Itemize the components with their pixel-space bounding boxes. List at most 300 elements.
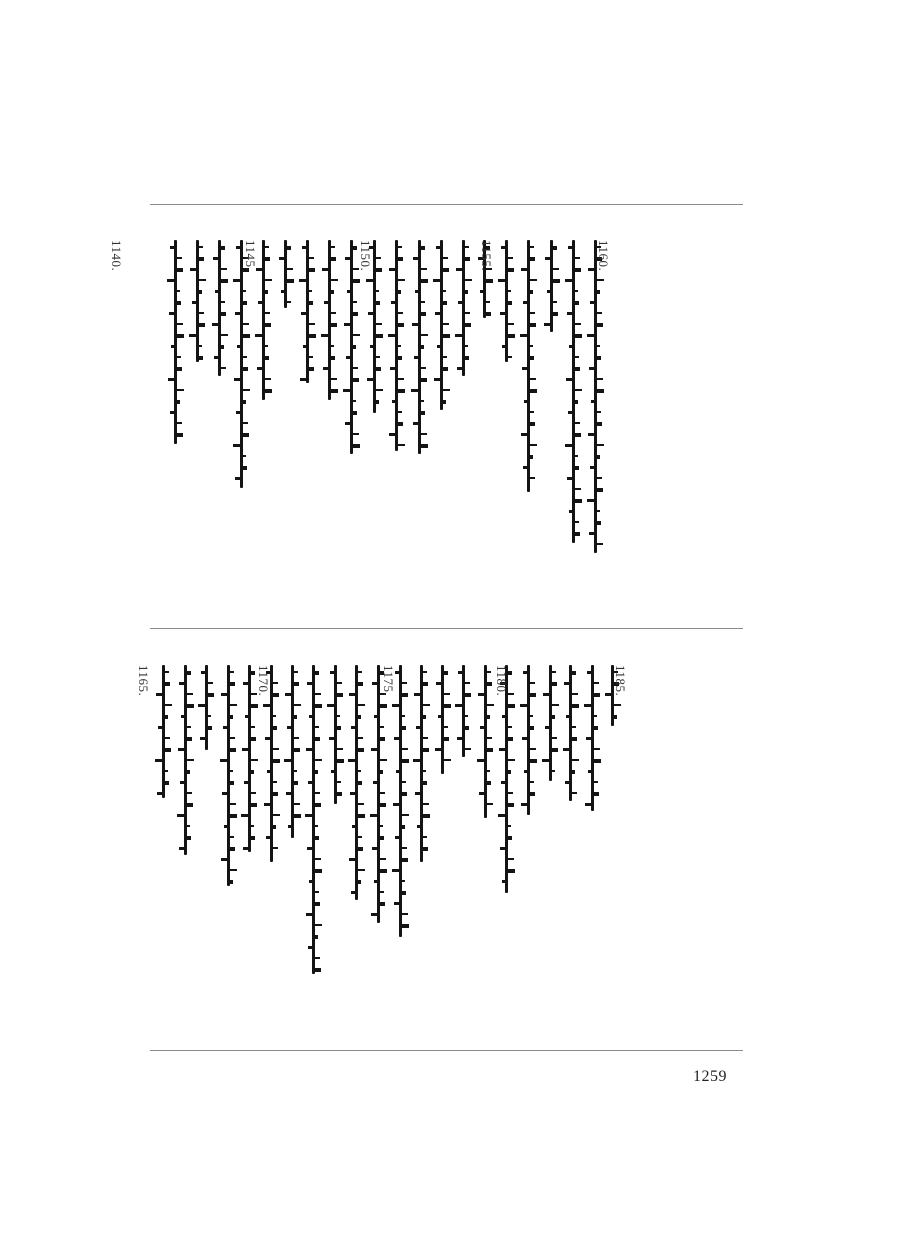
script-glyph	[177, 334, 184, 338]
script-glyph	[465, 726, 469, 730]
script-glyph	[575, 422, 580, 424]
script-glyph	[455, 334, 462, 337]
script-glyph	[414, 356, 418, 359]
script-glyph	[315, 935, 318, 939]
script-glyph	[605, 693, 611, 696]
script-glyph	[224, 825, 227, 828]
script-glyph	[575, 334, 582, 338]
script-glyph	[530, 246, 534, 248]
script-stem	[218, 240, 221, 376]
script-glyph	[187, 704, 194, 708]
script-glyph	[530, 378, 536, 380]
script-glyph	[265, 389, 272, 393]
script-glyph	[508, 257, 513, 259]
script-glyph	[444, 704, 451, 708]
script-glyph	[380, 869, 387, 873]
script-glyph	[575, 455, 578, 457]
script-glyph	[221, 301, 225, 303]
script-glyph	[572, 792, 577, 794]
script-glyph	[421, 345, 424, 349]
script-glyph	[177, 814, 184, 817]
script-glyph	[330, 671, 334, 674]
script-glyph	[285, 693, 291, 696]
script-glyph	[437, 345, 440, 348]
script-glyph	[358, 704, 365, 706]
script-glyph	[530, 257, 535, 261]
script-glyph	[398, 411, 402, 413]
script-glyph	[380, 891, 384, 893]
script-glyph	[371, 748, 377, 751]
script-glyph	[614, 715, 617, 719]
script-glyph	[177, 257, 182, 259]
script-glyph	[187, 693, 193, 695]
script-glyph	[508, 869, 515, 873]
script-glyph	[393, 803, 399, 806]
script-glyph	[353, 433, 359, 435]
script-glyph	[594, 715, 597, 717]
script-glyph	[353, 367, 358, 369]
script-glyph	[523, 671, 527, 674]
script-glyph	[353, 279, 360, 283]
script-glyph	[380, 726, 384, 728]
script-glyph	[257, 367, 262, 370]
script-glyph	[545, 726, 549, 729]
script-glyph	[586, 737, 591, 740]
script-glyph	[315, 924, 322, 926]
script-glyph	[353, 312, 358, 316]
script-glyph	[465, 290, 468, 294]
script-glyph	[187, 671, 191, 675]
script-glyph	[294, 682, 299, 686]
script-glyph	[415, 792, 420, 795]
script-glyph	[477, 759, 484, 762]
script-glyph	[371, 913, 377, 916]
script-glyph	[266, 836, 270, 839]
script-glyph	[222, 792, 227, 795]
bottom-rule	[150, 1050, 743, 1051]
script-glyph	[273, 825, 276, 829]
script-glyph	[402, 715, 405, 717]
script-glyph	[421, 433, 427, 435]
script-glyph	[376, 290, 379, 292]
script-glyph	[307, 847, 312, 850]
script-glyph	[337, 726, 341, 730]
script-glyph	[398, 356, 402, 360]
script-glyph	[530, 759, 537, 763]
script-glyph	[187, 836, 191, 840]
script-glyph	[522, 737, 527, 740]
script-stem	[205, 665, 208, 750]
script-glyph	[287, 268, 293, 270]
script-glyph	[552, 671, 556, 673]
script-glyph	[251, 825, 254, 827]
script-glyph	[179, 847, 184, 850]
script-glyph	[157, 792, 162, 795]
script-glyph	[543, 693, 549, 696]
script-glyph	[273, 715, 276, 717]
script-glyph	[279, 257, 284, 260]
script-glyph	[487, 803, 493, 805]
script-glyph	[500, 847, 505, 850]
page-number: 1259	[693, 1068, 727, 1085]
script-glyph	[436, 682, 441, 685]
script-glyph	[530, 792, 535, 796]
script-glyph	[287, 726, 291, 729]
script-glyph	[597, 389, 604, 393]
script-glyph	[337, 682, 342, 684]
script-glyph	[589, 532, 594, 535]
script-glyph	[566, 378, 572, 381]
script-glyph	[353, 400, 356, 402]
script-glyph	[508, 836, 512, 840]
script-glyph	[323, 367, 328, 370]
script-glyph	[575, 532, 580, 536]
script-glyph	[564, 682, 569, 685]
script-glyph	[251, 737, 256, 741]
script-stem	[227, 665, 230, 886]
script-glyph	[508, 726, 512, 728]
script-glyph	[413, 257, 418, 260]
script-glyph	[177, 268, 183, 272]
script-glyph	[165, 781, 169, 785]
script-glyph	[337, 759, 344, 763]
script-glyph	[372, 682, 377, 685]
script-glyph	[597, 290, 600, 294]
script-stem	[284, 240, 287, 308]
script-glyph	[498, 814, 505, 817]
script-glyph	[552, 715, 555, 719]
script-glyph	[212, 323, 218, 326]
script-glyph	[165, 770, 168, 772]
script-glyph	[465, 748, 471, 750]
script-glyph	[398, 312, 403, 314]
script-glyph	[423, 671, 427, 673]
script-glyph	[187, 770, 190, 774]
script-glyph	[353, 334, 360, 336]
script-glyph	[208, 715, 211, 717]
script-glyph	[530, 682, 535, 684]
script-glyph	[358, 869, 365, 871]
script-glyph	[230, 737, 235, 739]
script-glyph	[309, 367, 314, 371]
script-glyph	[358, 737, 363, 739]
script-glyph	[465, 246, 469, 248]
script-glyph	[547, 290, 550, 293]
script-glyph	[368, 312, 373, 315]
script-glyph	[243, 367, 248, 371]
script-glyph	[398, 389, 405, 393]
script-glyph	[177, 323, 183, 325]
script-stem	[569, 665, 572, 801]
script-glyph	[315, 792, 320, 794]
script-glyph	[273, 792, 278, 796]
script-glyph	[391, 301, 395, 304]
script-glyph	[358, 836, 362, 838]
script-glyph	[444, 671, 448, 675]
script-glyph	[589, 367, 594, 370]
script-glyph	[230, 770, 233, 772]
script-glyph	[353, 378, 359, 382]
script-glyph	[552, 737, 557, 739]
script-glyph	[187, 726, 191, 728]
script-glyph	[594, 693, 600, 697]
script-glyph	[402, 847, 407, 849]
script-glyph	[200, 737, 205, 740]
script-stem	[420, 665, 423, 862]
script-glyph	[287, 246, 291, 250]
line-number: 1170.	[256, 665, 271, 697]
script-glyph	[567, 312, 572, 315]
script-glyph	[530, 715, 533, 717]
script-glyph	[235, 312, 240, 315]
script-glyph	[395, 836, 399, 839]
script-glyph	[398, 290, 401, 294]
script-glyph	[165, 748, 171, 752]
script-glyph	[199, 290, 202, 294]
script-stem	[306, 240, 309, 383]
script-glyph	[309, 334, 316, 338]
script-glyph	[165, 671, 169, 673]
script-glyph	[575, 290, 578, 292]
script-glyph	[221, 693, 227, 696]
line-number: 1165.	[136, 665, 151, 697]
script-glyph	[178, 748, 184, 751]
script-glyph	[443, 400, 446, 404]
script-glyph	[198, 704, 205, 707]
script-glyph	[402, 726, 406, 730]
script-glyph	[575, 389, 582, 391]
script-glyph	[230, 682, 235, 686]
script-glyph	[177, 433, 183, 437]
script-glyph	[402, 858, 408, 862]
script-glyph	[243, 682, 248, 685]
script-glyph	[169, 312, 174, 315]
script-glyph	[208, 682, 213, 684]
script-glyph	[392, 704, 399, 707]
script-glyph	[575, 301, 579, 305]
line-number: 1160.	[596, 240, 611, 272]
script-glyph	[235, 477, 240, 480]
script-glyph	[587, 671, 591, 674]
script-glyph	[345, 257, 350, 260]
script-glyph	[553, 268, 559, 270]
script-glyph	[597, 378, 603, 380]
script-glyph	[553, 279, 560, 283]
script-glyph	[423, 715, 426, 719]
script-glyph	[545, 257, 550, 260]
script-glyph	[170, 411, 174, 414]
script-glyph	[294, 671, 298, 673]
script-glyph	[315, 891, 319, 893]
script-glyph	[230, 781, 234, 785]
script-glyph	[220, 759, 227, 762]
script-glyph	[267, 770, 270, 773]
script-glyph	[423, 682, 428, 686]
script-glyph	[230, 748, 236, 752]
script-glyph	[597, 488, 603, 492]
script-glyph	[165, 737, 170, 739]
script-glyph	[572, 693, 578, 695]
script-glyph	[309, 257, 314, 259]
script-glyph	[337, 781, 341, 783]
script-glyph	[187, 737, 192, 741]
script-stem	[594, 240, 597, 553]
script-glyph	[345, 422, 350, 425]
script-glyph	[370, 345, 373, 348]
script-glyph	[315, 770, 318, 774]
script-glyph	[421, 367, 426, 369]
script-glyph	[402, 880, 405, 882]
script-glyph	[423, 814, 430, 818]
script-glyph	[358, 880, 361, 884]
script-stem	[572, 240, 575, 543]
script-glyph	[530, 444, 537, 446]
script-glyph	[565, 279, 572, 282]
script-glyph	[458, 301, 462, 304]
script-glyph	[508, 323, 514, 325]
script-glyph	[309, 301, 313, 305]
script-glyph	[380, 803, 386, 807]
script-glyph	[337, 748, 343, 750]
script-glyph	[597, 521, 601, 525]
script-glyph	[315, 836, 319, 840]
script-glyph	[457, 737, 462, 740]
script-glyph	[273, 759, 280, 763]
script-glyph	[402, 759, 409, 763]
script-glyph	[265, 312, 270, 314]
script-glyph	[243, 433, 249, 437]
script-glyph	[508, 792, 513, 794]
script-glyph	[402, 682, 407, 684]
script-glyph	[443, 290, 446, 292]
script-glyph	[170, 246, 174, 249]
script-glyph	[572, 759, 579, 761]
script-glyph	[315, 902, 320, 906]
script-glyph	[413, 422, 418, 425]
line-number: 1140.	[109, 240, 124, 272]
script-glyph	[192, 301, 196, 304]
script-glyph	[421, 246, 425, 250]
script-glyph	[588, 433, 594, 436]
script-glyph	[398, 257, 403, 261]
script-glyph	[199, 257, 204, 261]
script-glyph	[380, 902, 385, 906]
script-glyph	[479, 792, 484, 795]
script-glyph	[243, 422, 248, 424]
script-glyph	[530, 411, 534, 413]
script-glyph	[236, 246, 240, 249]
script-glyph	[221, 268, 227, 270]
script-glyph	[436, 246, 440, 249]
script-glyph	[597, 543, 603, 545]
script-glyph	[594, 759, 601, 763]
script-glyph	[421, 444, 428, 448]
script-glyph	[394, 902, 399, 905]
script-glyph	[443, 323, 449, 325]
script-glyph	[443, 389, 450, 391]
script-glyph	[230, 814, 237, 818]
script-glyph	[614, 704, 621, 706]
script-glyph	[394, 737, 399, 740]
script-glyph	[353, 444, 360, 448]
script-glyph	[487, 770, 490, 772]
script-glyph	[552, 770, 555, 772]
script-glyph	[294, 814, 301, 818]
script-glyph	[376, 268, 382, 272]
script-glyph	[315, 726, 319, 728]
script-glyph	[258, 301, 262, 304]
script-glyph	[294, 781, 298, 785]
middle-rule	[150, 628, 743, 629]
script-glyph	[508, 301, 512, 305]
script-glyph	[265, 737, 270, 740]
script-glyph	[575, 488, 581, 490]
script-glyph	[520, 334, 527, 337]
script-glyph	[199, 356, 203, 360]
script-glyph	[435, 312, 440, 315]
script-glyph	[423, 704, 430, 706]
script-glyph	[412, 323, 418, 326]
script-glyph	[587, 334, 594, 337]
line-number: 1150.	[358, 240, 373, 272]
script-glyph	[392, 869, 399, 872]
script-glyph	[465, 715, 468, 717]
script-glyph	[530, 323, 536, 327]
script-glyph	[402, 792, 407, 796]
script-glyph	[370, 814, 377, 817]
script-glyph	[373, 781, 377, 784]
script-glyph	[315, 803, 321, 807]
script-glyph	[376, 400, 379, 404]
script-glyph	[572, 770, 575, 774]
script-glyph	[189, 334, 196, 337]
script-stem	[312, 665, 315, 974]
script-glyph	[501, 246, 505, 249]
script-glyph	[465, 323, 471, 327]
script-glyph	[421, 268, 427, 270]
script-glyph	[508, 704, 515, 708]
script-glyph	[575, 499, 582, 503]
script-glyph	[309, 356, 313, 358]
script-glyph	[487, 781, 491, 785]
script-glyph	[300, 378, 306, 381]
script-glyph	[423, 770, 426, 772]
script-glyph	[487, 671, 491, 673]
script-glyph	[353, 411, 357, 415]
script-glyph	[243, 301, 247, 305]
script-glyph	[575, 367, 580, 371]
script-glyph	[530, 781, 534, 783]
script-glyph	[337, 693, 343, 697]
script-glyph	[402, 814, 409, 816]
script-glyph	[245, 715, 248, 718]
script-glyph	[376, 389, 383, 391]
script-glyph	[508, 770, 511, 774]
script-glyph	[508, 356, 512, 358]
script-glyph	[508, 737, 513, 741]
script-glyph	[376, 323, 382, 325]
script-glyph	[243, 847, 248, 850]
line-number: 1180.	[494, 665, 509, 697]
script-glyph	[171, 345, 174, 348]
script-glyph	[233, 279, 240, 282]
script-glyph	[522, 367, 527, 370]
script-glyph	[223, 726, 227, 729]
script-glyph	[411, 389, 418, 392]
script-glyph	[572, 671, 576, 675]
script-glyph	[307, 682, 312, 685]
script-glyph	[287, 301, 291, 303]
